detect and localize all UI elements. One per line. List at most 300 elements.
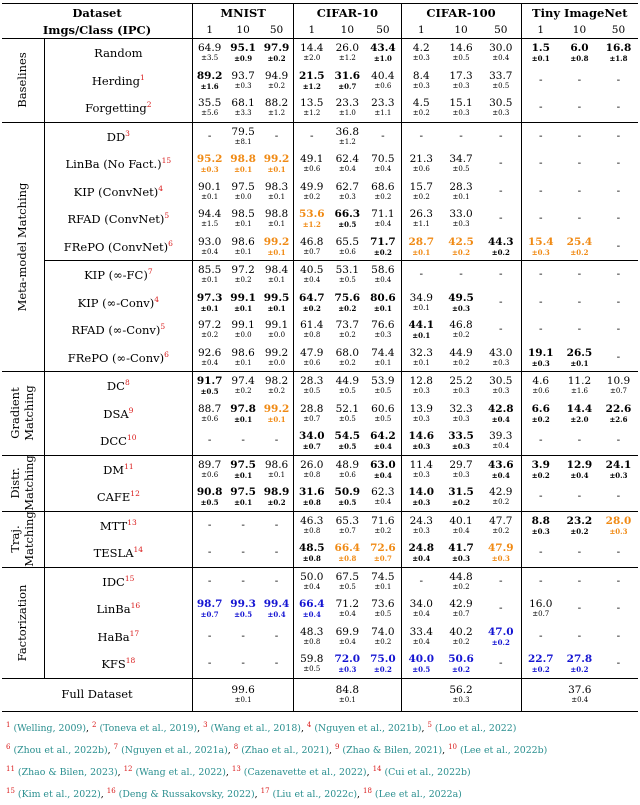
result-cell (365, 623, 401, 651)
cell-std: ±0.3 (412, 414, 430, 423)
cell-value: - (538, 212, 543, 225)
result-cell (365, 372, 401, 400)
dataset-cifar100: CIFAR-100 (401, 4, 521, 24)
cell-std: ±0.1 (234, 695, 252, 704)
result-cell (226, 455, 260, 483)
cell-value: 44.3 (488, 235, 514, 248)
result-cell (599, 289, 638, 317)
full-dataset-cell (521, 678, 638, 711)
table-row (2, 150, 638, 178)
cell-std: ±0.2 (452, 247, 471, 257)
method-name (44, 122, 192, 150)
cell-std: ±0.2 (338, 331, 356, 340)
cell-std: ±0.2 (373, 247, 392, 257)
result-cell (294, 427, 330, 455)
cell-value: 73.6 (371, 598, 395, 611)
cell-value: 14.6 (449, 42, 473, 55)
result-cell (401, 567, 441, 595)
result-cell (226, 67, 260, 95)
cell-std: ±0.8 (338, 554, 357, 564)
method-ref: 12 (130, 489, 140, 499)
cell-std: ±0.4 (491, 414, 510, 424)
cell-value: 62.3 (371, 486, 395, 499)
cell-std: ±0.9 (234, 54, 253, 64)
cell-value: 97.5 (230, 458, 256, 471)
cell-value: - (207, 434, 212, 447)
cell-value: 44.9 (449, 346, 473, 359)
result-cell (193, 289, 227, 317)
cell-value: - (499, 212, 503, 225)
cell-std: ±0.2 (373, 665, 392, 675)
result-cell (560, 483, 599, 511)
cell-std: ±0.5 (303, 387, 321, 396)
ipc-label: Imgs/Class (IPC) (2, 23, 193, 39)
cell-value: 50.9 (334, 486, 361, 499)
cell-value: 12.9 (566, 458, 593, 471)
cell-std: ±0.5 (234, 610, 253, 620)
cell-value: - (274, 629, 279, 642)
cell-std: ±0.0 (268, 331, 286, 340)
cell-std: ±0.6 (412, 165, 430, 174)
result-cell (365, 122, 401, 150)
method-label: KIP (ConvNet) (73, 184, 159, 199)
result-cell (521, 289, 560, 317)
result-cell (226, 94, 260, 122)
table-row (2, 427, 638, 455)
cell-value: 43.4 (370, 42, 396, 55)
result-cell (599, 94, 638, 122)
result-cell (401, 344, 441, 372)
cell-std: ±0.3 (452, 81, 470, 90)
cell-value: 99.2 (263, 235, 290, 248)
group-label-line: Meta-model Matching (14, 182, 29, 312)
method-label: KIP (∞-FC) (84, 268, 148, 283)
result-cell (260, 205, 294, 233)
result-cell (521, 150, 560, 178)
result-cell (294, 650, 330, 678)
cell-value: 47.9 (300, 346, 324, 359)
result-cell (401, 316, 441, 344)
cell-value: - (577, 184, 582, 197)
cell-std: ±0.2 (234, 387, 252, 396)
cell-value: 14.6 (408, 430, 435, 443)
cell-std: ±1.6 (200, 81, 219, 91)
cell-value: 13.5 (300, 97, 324, 110)
cell-value: - (241, 434, 245, 447)
cell-std: ±0.5 (412, 665, 431, 675)
cell-std: ±0.3 (412, 526, 430, 535)
group-label (2, 122, 44, 372)
result-cell (365, 539, 401, 567)
cell-value: 99.2 (264, 346, 289, 359)
cell-value: 65.3 (335, 514, 360, 527)
cell-value: 30.0 (489, 42, 513, 55)
result-cell (441, 178, 481, 206)
result-cell (560, 316, 599, 344)
reference-line: $^6$ (Zhou et al., 2022b), $^7$ (Nguyen et al., 2021a), $^8$ (Zhao et al., 2021), $^9$ (Zhao & Bilen, 2021), $^{10}$ (Lee et al., 2022b) (6, 743, 548, 757)
cell-value: 73.7 (335, 319, 360, 332)
dataset-tiny-imagenet: Tiny ImageNet (521, 4, 638, 24)
cell-value: - (616, 602, 621, 615)
cell-std: ±0.8 (303, 637, 321, 646)
cell-value: 42.9 (489, 486, 513, 499)
result-cell (560, 427, 599, 455)
method-ref: 6 (168, 238, 173, 248)
reference-line: $^{11}$ (Zhao & Bilen, 2023), $^{12}$ (Wang et al., 2022), $^{13}$ (Cazenavette et al., 2022), $^{14}$ (Cui et al., 2022b) (6, 765, 471, 779)
ipc-cell: 1 (193, 23, 227, 39)
result-cell (294, 94, 330, 122)
reference-number: 16 (106, 787, 116, 796)
method-ref: 9 (128, 405, 134, 415)
cell-value: 25.4 (566, 235, 593, 248)
reference-citation: (Cui et al., 2022b) (384, 767, 471, 779)
result-cell (193, 539, 227, 567)
cell-value: - (616, 350, 621, 363)
cell-value: 47.0 (488, 625, 514, 638)
cell-value: 74.0 (371, 625, 395, 638)
cell-std: ±0.3 (452, 414, 470, 423)
cell-std: ±0.2 (303, 192, 321, 201)
result-cell (294, 567, 330, 595)
method-ref: 2 (146, 100, 152, 110)
cell-std: ±0.3 (492, 387, 510, 396)
method-label: Herding (91, 73, 141, 88)
method-name (44, 289, 192, 317)
cell-std: ±0.1 (234, 470, 253, 480)
result-cell (193, 261, 227, 289)
table-row (2, 511, 638, 539)
result-cell (599, 427, 638, 455)
method-name (44, 400, 192, 428)
cell-value: 40.1 (449, 514, 473, 527)
cell-std: ±0.3 (412, 442, 431, 452)
cell-std: ±0.7 (302, 442, 321, 452)
cell-std: ±0.5 (338, 387, 356, 396)
method-name (44, 483, 192, 511)
result-cell (521, 372, 560, 400)
cell-std: ±0.2 (452, 358, 470, 367)
cell-value: 23.2 (566, 514, 593, 527)
cell-value: 92.6 (197, 346, 222, 359)
cell-value: 23.3 (335, 97, 360, 110)
cell-value: 61.4 (300, 319, 324, 332)
cell-value: 53.1 (335, 264, 360, 277)
cell-std: ±0.7 (303, 247, 321, 256)
result-cell (481, 67, 521, 95)
reference-number: 17 (260, 787, 270, 796)
reference-number: 1 (6, 721, 11, 729)
cell-std: ±0.6 (303, 165, 321, 174)
result-cell (441, 483, 481, 511)
cell-value: 99.3 (230, 598, 256, 611)
method-ref: 5 (164, 211, 170, 221)
cell-value: - (616, 323, 621, 336)
cell-value: 98.9 (263, 486, 290, 499)
cell-value: - (577, 490, 582, 503)
cell-std: ±0.2 (374, 526, 392, 535)
result-cell (401, 261, 441, 289)
method-label: IDC (102, 574, 125, 589)
cell-value: 33.0 (449, 208, 473, 221)
result-cell (260, 67, 294, 95)
group-label (2, 567, 44, 678)
cell-std: ±0.5 (492, 81, 510, 90)
result-cell (260, 316, 294, 344)
result-cell (481, 39, 521, 67)
cell-value: 64.9 (197, 42, 222, 55)
result-cell (260, 39, 294, 67)
cell-std: ±0.3 (452, 554, 471, 564)
cell-value: 15.7 (409, 180, 433, 193)
cell-value: 85.5 (197, 264, 222, 277)
table-row (2, 261, 638, 289)
result-cell (560, 400, 599, 428)
result-cell (294, 316, 330, 344)
cell-std: ±0.3 (412, 470, 430, 479)
cell-std: ±0.3 (531, 247, 550, 257)
cell-value: 40.5 (300, 264, 324, 277)
full-dataset-cell (193, 678, 294, 711)
cell-value: - (241, 546, 245, 559)
result-cell (365, 233, 401, 261)
result-cell (560, 122, 599, 150)
cell-value: 58.6 (371, 264, 395, 277)
cell-value: 75.6 (334, 291, 361, 304)
cell-value: 64.2 (370, 430, 396, 443)
result-cell (521, 316, 560, 344)
cell-value: 46.3 (300, 514, 324, 527)
cell-value: 48.5 (299, 542, 325, 555)
cell-std: ±0.2 (268, 81, 286, 90)
ipc-cell: 10 (329, 23, 365, 39)
method-label: DCC (100, 434, 127, 449)
cell-std: ±8.1 (234, 137, 252, 146)
cell-std: ±0.4 (452, 526, 470, 535)
cell-std: ±0.1 (201, 192, 219, 201)
cell-value: 44.8 (449, 570, 473, 583)
method-ref: 11 (124, 461, 134, 471)
cell-value: - (577, 157, 582, 170)
result-cell (329, 316, 365, 344)
cell-std: ±0.4 (412, 554, 431, 564)
cell-value: 39.3 (489, 430, 513, 443)
cell-value: 84.8 (335, 683, 360, 696)
result-cell (560, 623, 599, 651)
cell-value: 8.8 (531, 514, 550, 527)
result-cell (329, 178, 365, 206)
result-cell (226, 650, 260, 678)
method-ref: 10 (126, 433, 137, 443)
cell-value: 99.1 (231, 319, 255, 332)
cell-std: ±1.2 (302, 220, 321, 230)
cell-value: 98.2 (264, 375, 289, 388)
result-cell (329, 67, 365, 95)
method-name (44, 511, 192, 539)
cell-std: ±0.1 (234, 220, 252, 229)
ipc-cell: 50 (260, 23, 294, 39)
cell-value: 80.6 (370, 291, 396, 304)
cell-std: ±0.4 (338, 165, 356, 174)
cell-std: ±0.4 (373, 470, 392, 480)
method-label: MTT (99, 518, 128, 533)
cell-value: 94.4 (197, 208, 222, 221)
cell-std: ±0.1 (267, 165, 286, 175)
cell-std: ±0.1 (234, 247, 252, 256)
cell-std: ±0.2 (267, 54, 286, 64)
result-cell (260, 511, 294, 539)
result-cell (226, 595, 260, 623)
cell-std: ±0.2 (452, 498, 471, 508)
cell-value: - (577, 546, 582, 559)
cell-std: ±0.5 (452, 54, 470, 63)
method-name (44, 650, 192, 678)
result-cell (193, 427, 227, 455)
cell-value: - (538, 629, 543, 642)
result-cell (441, 427, 481, 455)
cell-std: ±0.3 (200, 165, 219, 175)
result-cell (560, 39, 599, 67)
result-cell (193, 94, 227, 122)
result-cell (560, 455, 599, 483)
cell-value: 98.4 (264, 264, 289, 277)
group-label-line: Traj. (8, 525, 22, 553)
result-cell (226, 205, 260, 233)
result-cell (441, 650, 481, 678)
full-dataset-cell (294, 678, 401, 711)
result-cell (401, 39, 441, 67)
cell-std: ±0.1 (234, 414, 253, 424)
cell-std: ±0.6 (338, 470, 356, 479)
cell-std: ±0.3 (338, 192, 356, 201)
result-cell (401, 122, 441, 150)
cell-value: 63.0 (370, 458, 396, 471)
method-name (44, 178, 192, 206)
cell-value: 25.2 (449, 375, 473, 388)
cell-value: 66.4 (299, 598, 325, 611)
cell-value: - (616, 434, 621, 447)
cell-value: - (241, 629, 245, 642)
cell-value: - (459, 268, 463, 281)
cell-std: ±0.2 (452, 637, 470, 646)
cell-value: 99.2 (263, 402, 290, 415)
result-cell (401, 67, 441, 95)
results-table (2, 3, 638, 712)
method-ref: 4 (154, 294, 160, 304)
cell-std: ±0.2 (412, 109, 430, 118)
result-cell (329, 344, 365, 372)
cell-value: - (499, 129, 503, 142)
ipc-cell: 50 (599, 23, 638, 39)
cell-value: 72.6 (370, 542, 396, 555)
cell-value: - (499, 602, 503, 615)
result-cell (560, 344, 599, 372)
result-cell (401, 511, 441, 539)
cell-std: ±1.2 (338, 54, 356, 63)
cell-value: 43.6 (488, 458, 514, 471)
result-cell (599, 372, 638, 400)
result-cell (193, 67, 227, 95)
reference-number: 7 (113, 743, 119, 752)
table-row (2, 539, 638, 567)
cell-value: 59.8 (300, 653, 324, 666)
result-cell (521, 427, 560, 455)
cell-value: - (616, 490, 621, 503)
ipc-cell: 10 (226, 23, 260, 39)
cell-std: ±0.2 (570, 526, 589, 536)
cell-value: 65.5 (335, 235, 360, 248)
result-cell (226, 400, 260, 428)
method-name (44, 372, 192, 400)
reference-citation: (Wang et al., 2022) (135, 767, 226, 779)
method-ref: 13 (127, 517, 137, 527)
table-row (2, 289, 638, 317)
cell-value: 44.1 (408, 319, 435, 332)
cell-value: 27.8 (566, 653, 593, 666)
cell-std: ±0.2 (374, 637, 392, 646)
cell-std: ±0.1 (570, 358, 589, 368)
result-cell (599, 400, 638, 428)
cell-std: ±0.2 (531, 665, 550, 675)
cell-std: ±0.1 (412, 331, 431, 341)
result-cell (193, 316, 227, 344)
cell-value: - (538, 73, 543, 86)
cell-std: ±3.3 (234, 109, 252, 118)
result-cell (401, 289, 441, 317)
cell-value: - (616, 295, 621, 308)
cell-std: ±0.3 (338, 665, 357, 675)
reference-number: 9 (334, 743, 340, 752)
result-cell (329, 483, 365, 511)
method-ref: 15 (124, 573, 135, 583)
cell-std: ±0.2 (452, 331, 470, 340)
table-row (2, 233, 638, 261)
cell-value: 14.4 (300, 42, 324, 55)
result-cell (521, 539, 560, 567)
cell-std: ±0.2 (338, 358, 356, 367)
cell-value: 30.5 (489, 375, 513, 388)
result-cell (226, 372, 260, 400)
result-cell (193, 483, 227, 511)
result-cell (599, 150, 638, 178)
reference-number: 14 (372, 765, 382, 774)
result-cell (560, 539, 599, 567)
table-row (2, 205, 638, 233)
cell-std: ±0.0 (268, 358, 286, 367)
result-cell (521, 94, 560, 122)
cell-std: ±0.3 (234, 81, 252, 90)
cell-value: 99.1 (230, 291, 256, 304)
method-name (44, 623, 192, 651)
cell-std: ±0.5 (338, 220, 357, 230)
cell-value: 26.5 (566, 346, 593, 359)
result-cell (329, 372, 365, 400)
result-cell (521, 67, 560, 95)
result-cell (193, 150, 227, 178)
cell-std: ±0.7 (303, 414, 321, 423)
result-cell (481, 595, 521, 623)
cell-value: - (419, 574, 424, 587)
result-cell (294, 233, 330, 261)
reference-citation: (Lee et al., 2022a) (374, 789, 462, 801)
result-cell (365, 567, 401, 595)
result-cell (329, 623, 365, 651)
cell-std: ±2.0 (303, 54, 321, 63)
cell-value: 97.2 (197, 319, 222, 332)
result-cell (441, 595, 481, 623)
cell-value: 11.4 (409, 458, 433, 471)
cell-value: 67.5 (335, 570, 360, 583)
result-cell (481, 178, 521, 206)
